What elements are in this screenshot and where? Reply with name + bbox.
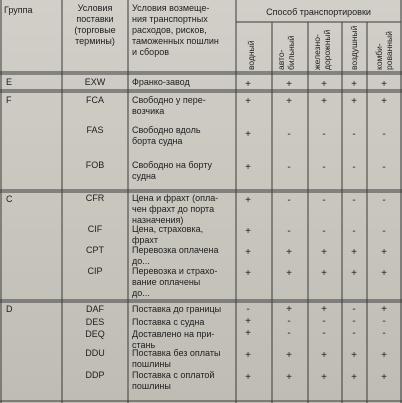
minus-mark: - xyxy=(287,195,291,206)
term-deq: DEQ xyxy=(85,329,105,339)
minus-mark: - xyxy=(287,129,291,140)
mode-rail-2: дорожный xyxy=(322,29,332,70)
description-line: назначения) xyxy=(132,215,184,225)
group-c: C xyxy=(6,194,13,204)
plus-mark: + xyxy=(351,79,357,90)
description-line: Цена, страховка, xyxy=(132,224,204,234)
minus-mark: - xyxy=(382,195,386,206)
minus-mark: - xyxy=(352,195,356,206)
mode-auto-2: бильный xyxy=(286,35,296,70)
plus-mark: + xyxy=(381,350,387,361)
description-line: Перевозка оплачена xyxy=(132,245,219,255)
minus-mark: - xyxy=(287,162,291,173)
minus-mark: - xyxy=(322,129,326,140)
header-group: Группа xyxy=(4,5,33,15)
plus-mark: + xyxy=(245,268,251,279)
minus-mark: - xyxy=(322,328,326,339)
description-line: Поставка без оплаты xyxy=(132,348,221,358)
description-line: Цена и фрахт (опла- xyxy=(132,193,219,203)
description-line: борта судна xyxy=(132,136,183,146)
description-line: Поставка до границы xyxy=(132,304,222,314)
group-e: E xyxy=(6,77,13,87)
mode-combined-1: комби- xyxy=(374,43,384,70)
plus-mark: + xyxy=(351,350,357,361)
plus-mark: + xyxy=(286,96,292,107)
mode-air: воздушный xyxy=(349,25,359,70)
term-fas: FAS xyxy=(86,125,104,135)
term-cif: CIF xyxy=(87,224,103,234)
description-line: Поставка с оплатой xyxy=(132,370,215,380)
header-conditions-5: и сборов xyxy=(132,47,169,57)
description-line: Доставлено на при- xyxy=(132,329,215,339)
plus-mark: + xyxy=(381,372,387,383)
description-line: Свободно на борту xyxy=(132,160,213,170)
plus-mark: + xyxy=(286,304,292,315)
term-cpt: CPT xyxy=(86,245,104,255)
plus-mark: + xyxy=(381,96,387,107)
header-conditions-3: расходов, рисков, xyxy=(132,25,207,35)
description-line: пошлины xyxy=(132,359,171,369)
description-line: Франко-завод xyxy=(132,77,190,87)
plus-mark: + xyxy=(286,372,292,383)
description-line: Перевозка и страхо- xyxy=(132,266,218,276)
minus-mark: - xyxy=(352,226,356,237)
header-terms-1: Условия xyxy=(77,3,113,13)
plus-mark: + xyxy=(321,268,327,279)
description-line: Свободно у пере- xyxy=(132,95,206,105)
description-line: чен фрахт до порта xyxy=(132,204,215,214)
minus-mark: - xyxy=(352,162,356,173)
plus-mark: + xyxy=(321,247,327,258)
plus-mark: + xyxy=(245,129,251,140)
description-line: до... xyxy=(132,288,150,298)
minus-mark: - xyxy=(287,316,291,327)
plus-mark: + xyxy=(321,304,327,315)
minus-mark: - xyxy=(246,304,250,315)
mode-combined-2: рованный xyxy=(384,31,394,70)
minus-mark: - xyxy=(352,316,356,327)
term-exw: EXW xyxy=(84,77,106,87)
description-line: возчика xyxy=(132,106,165,116)
term-daf: DAF xyxy=(86,304,104,314)
minus-mark: - xyxy=(382,162,386,173)
plus-mark: + xyxy=(245,79,251,90)
term-cip: CIP xyxy=(87,266,103,276)
description-line: до... xyxy=(132,256,150,266)
plus-mark: + xyxy=(381,304,387,315)
minus-mark: - xyxy=(322,316,326,327)
minus-mark: - xyxy=(322,195,326,206)
plus-mark: + xyxy=(286,350,292,361)
header-conditions-2: ния транспортных xyxy=(132,14,208,24)
plus-mark: + xyxy=(245,372,251,383)
plus-mark: + xyxy=(245,328,251,339)
mode-auto-1: авто- xyxy=(276,49,286,70)
description-line: стань xyxy=(132,340,156,350)
term-ddp: DDP xyxy=(85,370,105,380)
group-d: D xyxy=(6,304,13,314)
mode-water: водный xyxy=(246,40,256,70)
minus-mark: - xyxy=(382,129,386,140)
header-terms-3: (торговые xyxy=(74,25,116,35)
plus-mark: + xyxy=(321,350,327,361)
minus-mark: - xyxy=(352,328,356,339)
plus-mark: + xyxy=(245,247,251,258)
plus-mark: + xyxy=(321,79,327,90)
plus-mark: + xyxy=(286,79,292,90)
plus-mark: + xyxy=(245,226,251,237)
term-ddu: DDU xyxy=(85,348,105,358)
minus-mark: - xyxy=(352,129,356,140)
plus-mark: + xyxy=(245,195,251,206)
plus-mark: + xyxy=(321,372,327,383)
plus-mark: + xyxy=(351,247,357,258)
mode-rail-1: железно- xyxy=(312,34,322,70)
description-line: пошлины xyxy=(132,381,171,391)
term-cfr: CFR xyxy=(85,193,105,203)
group-f: F xyxy=(6,95,12,105)
minus-mark: - xyxy=(382,328,386,339)
minus-mark: - xyxy=(322,162,326,173)
plus-mark: + xyxy=(245,162,251,173)
plus-mark: + xyxy=(245,350,251,361)
header-terms-2: поставки xyxy=(76,14,114,24)
description-line: вание оплачены xyxy=(132,277,201,287)
term-fob: FOB xyxy=(85,160,105,170)
header-terms-4: термины) xyxy=(75,36,115,46)
plus-mark: + xyxy=(381,79,387,90)
minus-mark: - xyxy=(287,328,291,339)
header-transport: Способ транспортировки xyxy=(266,7,371,17)
plus-mark: + xyxy=(286,268,292,279)
description-line: Поставка с судна xyxy=(132,317,205,327)
minus-mark: - xyxy=(382,316,386,327)
plus-mark: + xyxy=(286,247,292,258)
plus-mark: + xyxy=(381,268,387,279)
minus-mark: - xyxy=(322,226,326,237)
plus-mark: + xyxy=(321,96,327,107)
plus-mark: + xyxy=(351,268,357,279)
header-conditions-4: таможенных пошлин xyxy=(132,36,219,46)
minus-mark: - xyxy=(352,304,356,315)
plus-mark: + xyxy=(381,247,387,258)
header-conditions-1: Условия возмеще- xyxy=(132,3,210,13)
description-line: фрахт xyxy=(132,235,158,245)
plus-mark: + xyxy=(351,96,357,107)
minus-mark: - xyxy=(382,226,386,237)
plus-mark: + xyxy=(351,372,357,383)
term-fca: FCA xyxy=(86,95,104,105)
description-line: Свободно вдоль xyxy=(132,125,201,135)
plus-mark: + xyxy=(245,96,251,107)
minus-mark: - xyxy=(287,226,291,237)
term-des: DES xyxy=(85,317,105,327)
description-line: судна xyxy=(132,171,156,181)
plus-mark: + xyxy=(245,316,251,327)
